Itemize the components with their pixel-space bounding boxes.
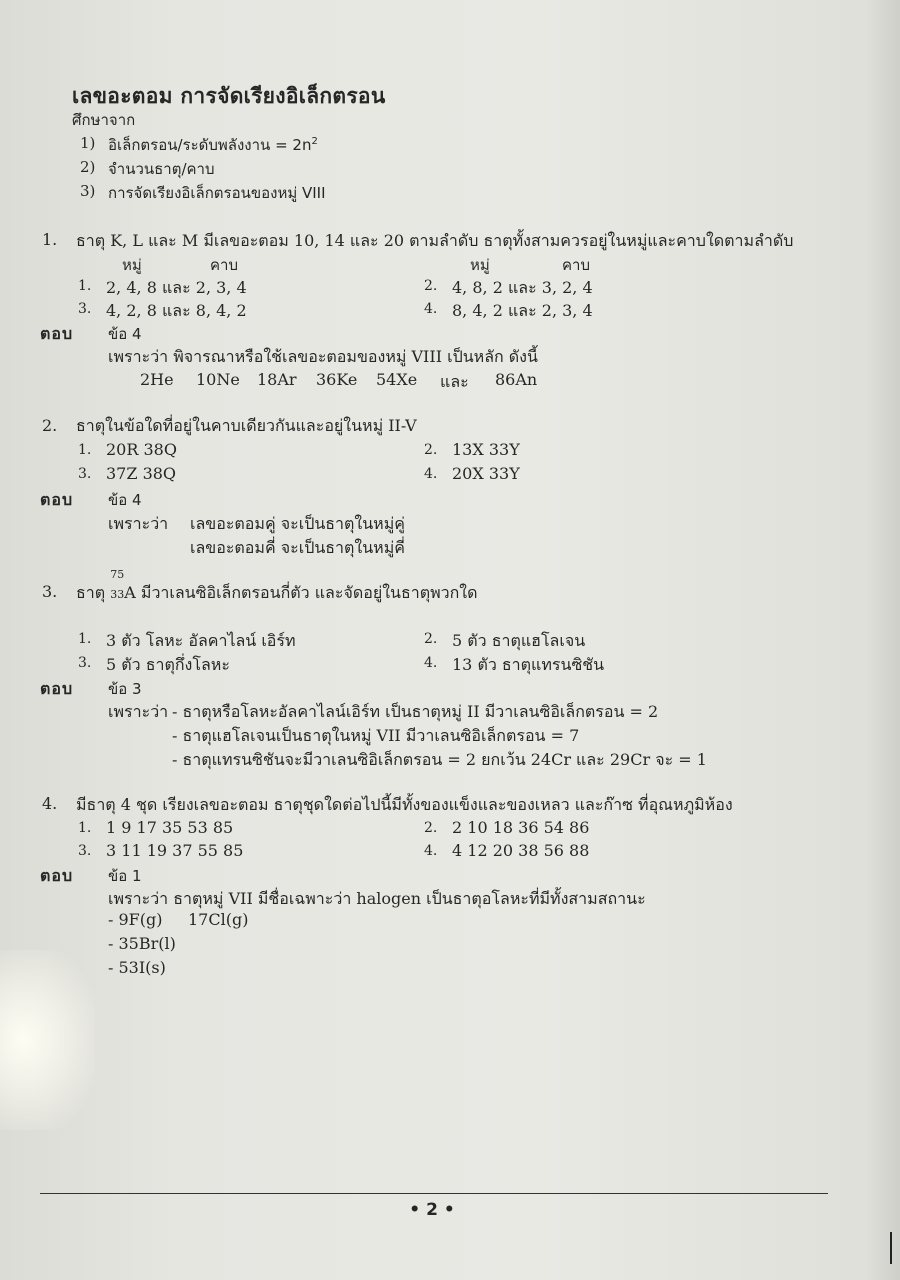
option-text: 4 12 20 38 56 88	[452, 841, 590, 860]
answer-label: ตอบ	[40, 679, 74, 698]
footer-rule	[40, 1193, 828, 1194]
answer-choice: ข้อ 4	[108, 325, 142, 343]
page-title: เลขอะตอม การจัดเรียงอิเล็กตรอน	[72, 84, 386, 108]
question-number: 3.	[42, 582, 58, 601]
option-number: 1.	[78, 631, 92, 647]
answer-choice: ข้อ 3	[108, 680, 142, 698]
option-number: 3.	[78, 655, 92, 671]
fact-text: อิเล็กตรอน/ระดับพลังงาน = $2n^2$	[108, 136, 318, 154]
answer-choice: ข้อ 1	[108, 867, 142, 885]
fact-number: 1)	[80, 134, 96, 152]
element-symbol: 2He	[140, 370, 174, 389]
page-edge-shadow	[864, 0, 900, 1280]
element-symbol: 18Ar	[257, 370, 297, 389]
question-text: ธาตุ K, L และ M มีเลขอะตอม 10, 14 และ 20 ตามลำดับ ธาตุทั้งสามควรอยู่ในหมู่และคาบใดตามลำดับ	[76, 231, 794, 250]
explanation-text: เพราะว่า พิจารณาหรือใช้เลขอะตอมของหมู่ VIII เป็นหลัก ดังนี้	[108, 347, 538, 366]
explanation-text: เพราะว่า ธาตุหมู่ VII มีชื่อเฉพาะว่า halogen เป็นธาตุอโลหะที่มีทั้งสามสถานะ	[108, 889, 646, 908]
option-number: 1.	[78, 278, 92, 294]
question-number: 2.	[42, 416, 58, 435]
explanation-item: - 53I(s)	[108, 958, 166, 977]
fact-text: จำนวนธาตุ/คาบ	[108, 160, 215, 178]
explanation-text: - ธาตุหรือโลหะอัลคาไลน์เอิร์ท เป็นธาตุหมู่ II มีวาเลนซิอิเล็กตรอน = 2	[172, 702, 659, 721]
answer-label: ตอบ	[40, 490, 74, 509]
explanation-text: เลขอะตอมคู่ จะเป็นธาตุในหมู่คู่	[190, 514, 405, 533]
option-number: 1.	[78, 820, 92, 836]
question-text: มีธาตุ 4 ชุด เรียงเลขอะตอม ธาตุชุดใดต่อไปนี้มีทั้งของแข็งและของเหลว และก๊าซ ที่อุณหภูมิห้อง	[76, 795, 733, 814]
fact-number: 3)	[80, 182, 96, 200]
option-text: 4, 2, 8 และ 8, 4, 2	[106, 301, 247, 320]
option-number: 2.	[424, 631, 438, 647]
question-number: 1.	[42, 230, 58, 249]
option-number: 4.	[424, 843, 438, 859]
fact-number: 2)	[80, 158, 96, 176]
option-number: 4.	[424, 655, 438, 671]
option-text: 5 ตัว ธาตุกึ่งโลหะ	[106, 655, 230, 674]
option-text: 13X 33Y	[452, 440, 520, 459]
explanation-text: - ธาตุแฮโลเจนเป็นธาตุในหมู่ VII มีวาเลนซิอิเล็กตรอน = 7	[172, 726, 580, 745]
answer-label: ตอบ	[40, 324, 74, 343]
page-number: • 2 •	[409, 1200, 455, 1220]
option-number: 2.	[424, 278, 438, 294]
option-text: 20R 38Q	[106, 440, 177, 459]
isotope-notation: 75 33	[110, 568, 125, 601]
option-text: 4, 8, 2 และ 3, 2, 4	[452, 278, 593, 297]
explanation-item: 17Cl(g)	[188, 910, 249, 929]
page-subtitle: ศึกษาจาก	[72, 111, 136, 129]
answer-choice: ข้อ 4	[108, 491, 142, 509]
question-text: ธาตุ 75 33 A มีวาเลนซิอิเล็กตรอนกี่ตัว และจัดอยู่ในธาตุพวกใด	[76, 568, 478, 602]
option-text: 1 9 17 35 53 85	[106, 818, 234, 837]
option-number: 2.	[424, 820, 438, 836]
element-symbol: 86An	[495, 370, 538, 389]
option-number: 4.	[424, 301, 438, 317]
option-number: 3.	[78, 466, 92, 482]
fact-text: การจัดเรียงอิเล็กตรอนของหมู่ VIII	[108, 184, 326, 202]
element-symbol: 54Xe	[376, 370, 418, 389]
explanation-text: เลขอะตอมคี่ จะเป็นธาตุในหมู่คี่	[190, 538, 405, 557]
column-header-group: หมู่	[122, 256, 142, 274]
option-number: 4.	[424, 466, 438, 482]
column-header-period: คาบ	[562, 256, 590, 274]
option-text: 3 11 19 37 55 85	[106, 841, 244, 860]
option-text: 20X 33Y	[452, 464, 520, 483]
explanation-lead: เพราะว่า	[108, 514, 169, 533]
column-header-group: หมู่	[470, 256, 490, 274]
element-symbol: 10Ne	[196, 370, 240, 389]
column-header-period: คาบ	[210, 256, 238, 274]
element-symbol: 36Ke	[316, 370, 358, 389]
option-text: 2 10 18 36 54 86	[452, 818, 590, 837]
question-number: 4.	[42, 794, 58, 813]
option-number: 1.	[78, 442, 92, 458]
option-text: 2, 4, 8 และ 2, 3, 4	[106, 278, 247, 297]
option-number: 3.	[78, 843, 92, 859]
option-number: 2.	[424, 442, 438, 458]
conjunction-text: และ	[440, 372, 469, 391]
option-text: 3 ตัว โลหะ อัลคาไลน์ เอิร์ท	[106, 631, 296, 650]
explanation-item: - 9F(g)	[108, 910, 163, 929]
question-text: ธาตุในข้อใดที่อยู่ในคาบเดียวกันและอยู่ในหมู่ II-V	[76, 416, 417, 435]
explanation-item: - 35Br(l)	[108, 934, 176, 953]
option-text: 37Z 38Q	[106, 464, 177, 483]
option-number: 3.	[78, 301, 92, 317]
explanation-text: - ธาตุแทรนซิชันจะมีวาเลนซิอิเล็กตรอน = 2 ยกเว้น 24Cr และ 29Cr จะ = 1	[172, 750, 707, 769]
option-text: 13 ตัว ธาตุแทรนซิชัน	[452, 655, 605, 674]
option-text: 8, 4, 2 และ 2, 3, 4	[452, 301, 593, 320]
option-text: 5 ตัว ธาตุแฮโลเจน	[452, 631, 586, 650]
answer-label: ตอบ	[40, 866, 74, 885]
paper-stain	[0, 950, 95, 1130]
edge-mark	[890, 1232, 892, 1264]
explanation-lead: เพราะว่า	[108, 702, 169, 721]
